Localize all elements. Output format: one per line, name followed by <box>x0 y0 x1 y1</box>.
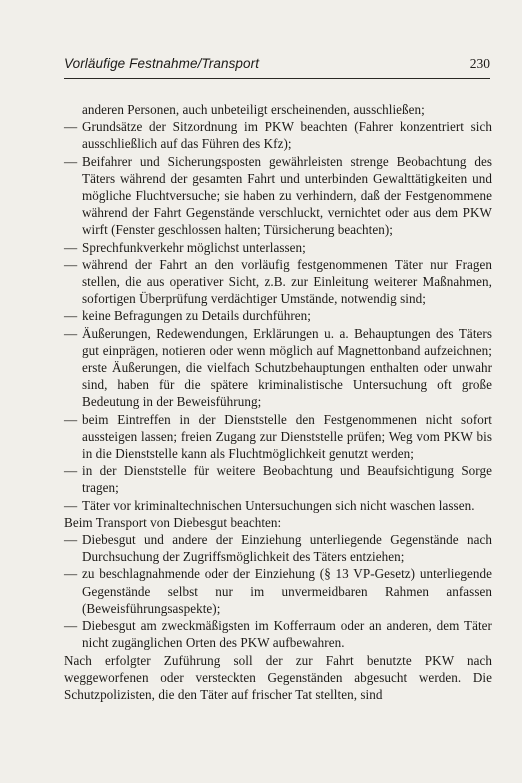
dash-bullet: — <box>64 308 78 324</box>
list-item <box>64 307 492 324</box>
dash-bullet: — <box>64 119 78 135</box>
list-item-text: Täter vor kriminaltechnischen Untersuchungen sich nicht waschen lassen. <box>82 497 475 513</box>
list-item-text: Beifahrer und Sicherungsposten gewährleisten strenge Beobachtung des Täters während der gesamten Fahrt und unterbinden Gewalttätigkeiten und mögliche Fluchtversuche; sie haben zu verhindern, daß der Festgenommene während der Fahrt Gegenstände verschluckt, vernichtet oder aus dem PKW wirft (Fenster geschlossen halten; Türsicherung beachten); <box>82 153 492 238</box>
dash-bullet: — <box>64 463 78 479</box>
dash-bullet: — <box>64 256 78 272</box>
list-item <box>64 256 492 308</box>
list-item-text: Grundsätze der Sitzordnung im PKW beachten (Fahrer konzentriert sich ausschließlich auf das Führen des Kfz); <box>82 119 492 152</box>
list-item-text: zu beschlagnahmende oder der Einziehung (§ 13 VP-Gesetz) unterliegende Gegenstände selbst nur im unvermeidbaren Rahmen anfassen (Beweisführungsaspekte); <box>82 566 492 616</box>
list-item <box>64 118 492 152</box>
dash-bullet: — <box>64 239 78 255</box>
body-text <box>64 101 492 703</box>
list-item <box>64 531 492 565</box>
continued-item-text: anderen Personen, auch unbeteiligt erscheinenden, ausschließen; <box>82 102 425 117</box>
section-heading: Beim Transport von Diebesgut beachten: <box>64 514 282 530</box>
list-item <box>64 497 492 514</box>
dash-bullet: — <box>64 153 78 169</box>
list-item <box>64 239 492 256</box>
list-item-text: während der Fahrt an den vorläufig festgenommenen Täter nur Fragen stellen, die aus operativer Sicht, z.B. zur Einleitung weiterer Maßnahmen, sofortigen Überprüfung verdächtiger Umstände, notwendig sind; <box>82 256 492 307</box>
list-item <box>64 565 492 617</box>
list-item <box>64 411 492 463</box>
list-item-text: Diebesgut am zweckmäßigsten im Kofferraum oder an anderen, dem Täter nicht zugänglichen Orten des PKW aufbewahren. <box>82 618 492 651</box>
list-item-text: Äußerungen, Redewendungen, Erklärungen u. a. Behauptungen des Täters gut einprägen, notieren oder wenn möglich auf Magnettonband aufzeichnen; erste Äußerungen, die vielfach Schutzbehauptungen enthalten oder unwahr sind, haben für die spätere kriminalistische Untersuchung oft große Bedeutung in der Beweisführung; <box>82 325 492 410</box>
dash-bullet: — <box>64 532 78 548</box>
list-item-text: in der Dienststelle für weitere Beobachtung und Beaufsichtigung Sorge tragen; <box>82 463 492 496</box>
list-item-text: Sprechfunkverkehr möglichst unterlassen; <box>82 239 306 255</box>
running-title: Vorläufige Festnahme/Transport <box>64 56 260 71</box>
running-header <box>64 56 490 76</box>
dash-bullet: — <box>64 618 78 634</box>
dash-bullet: — <box>64 566 78 582</box>
dash-bullet: — <box>64 411 78 427</box>
closing-paragraph: Nach erfolgter Zuführung soll der zur Fahrt benutzte PKW nach weggeworfenen oder versteckten Gegenständen abgesucht werden. Die Schutzpolizisten, die den Täter auf frischer Tat stellten, sind <box>64 652 492 702</box>
list-item-text: keine Befragungen zu Details durchführen; <box>82 308 312 324</box>
transport-rules-list <box>64 118 492 514</box>
list-item <box>64 617 492 651</box>
list-item-text: beim Eintreffen in der Dienststelle den Festgenommenen nicht sofort aussteigen lassen; freien Zugang zur Dienststelle prüfen; Weg vom PKW bis in die Dienststelle kann als Fluchtmöglichkeit genutzt werden; <box>82 411 492 462</box>
page-number: 230 <box>469 56 490 71</box>
list-item <box>64 325 492 411</box>
stolen-goods-rules-list <box>64 531 492 651</box>
list-item <box>64 462 492 496</box>
dash-bullet: — <box>64 497 78 513</box>
list-item-text: Diebesgut und andere der Einziehung unterliegende Gegenstände nach Durchsuchung der Zugriffsmöglichkeit des Täters entziehen; <box>82 532 492 565</box>
header-rule <box>64 78 490 79</box>
dash-bullet: — <box>64 325 78 341</box>
list-item <box>64 153 492 239</box>
